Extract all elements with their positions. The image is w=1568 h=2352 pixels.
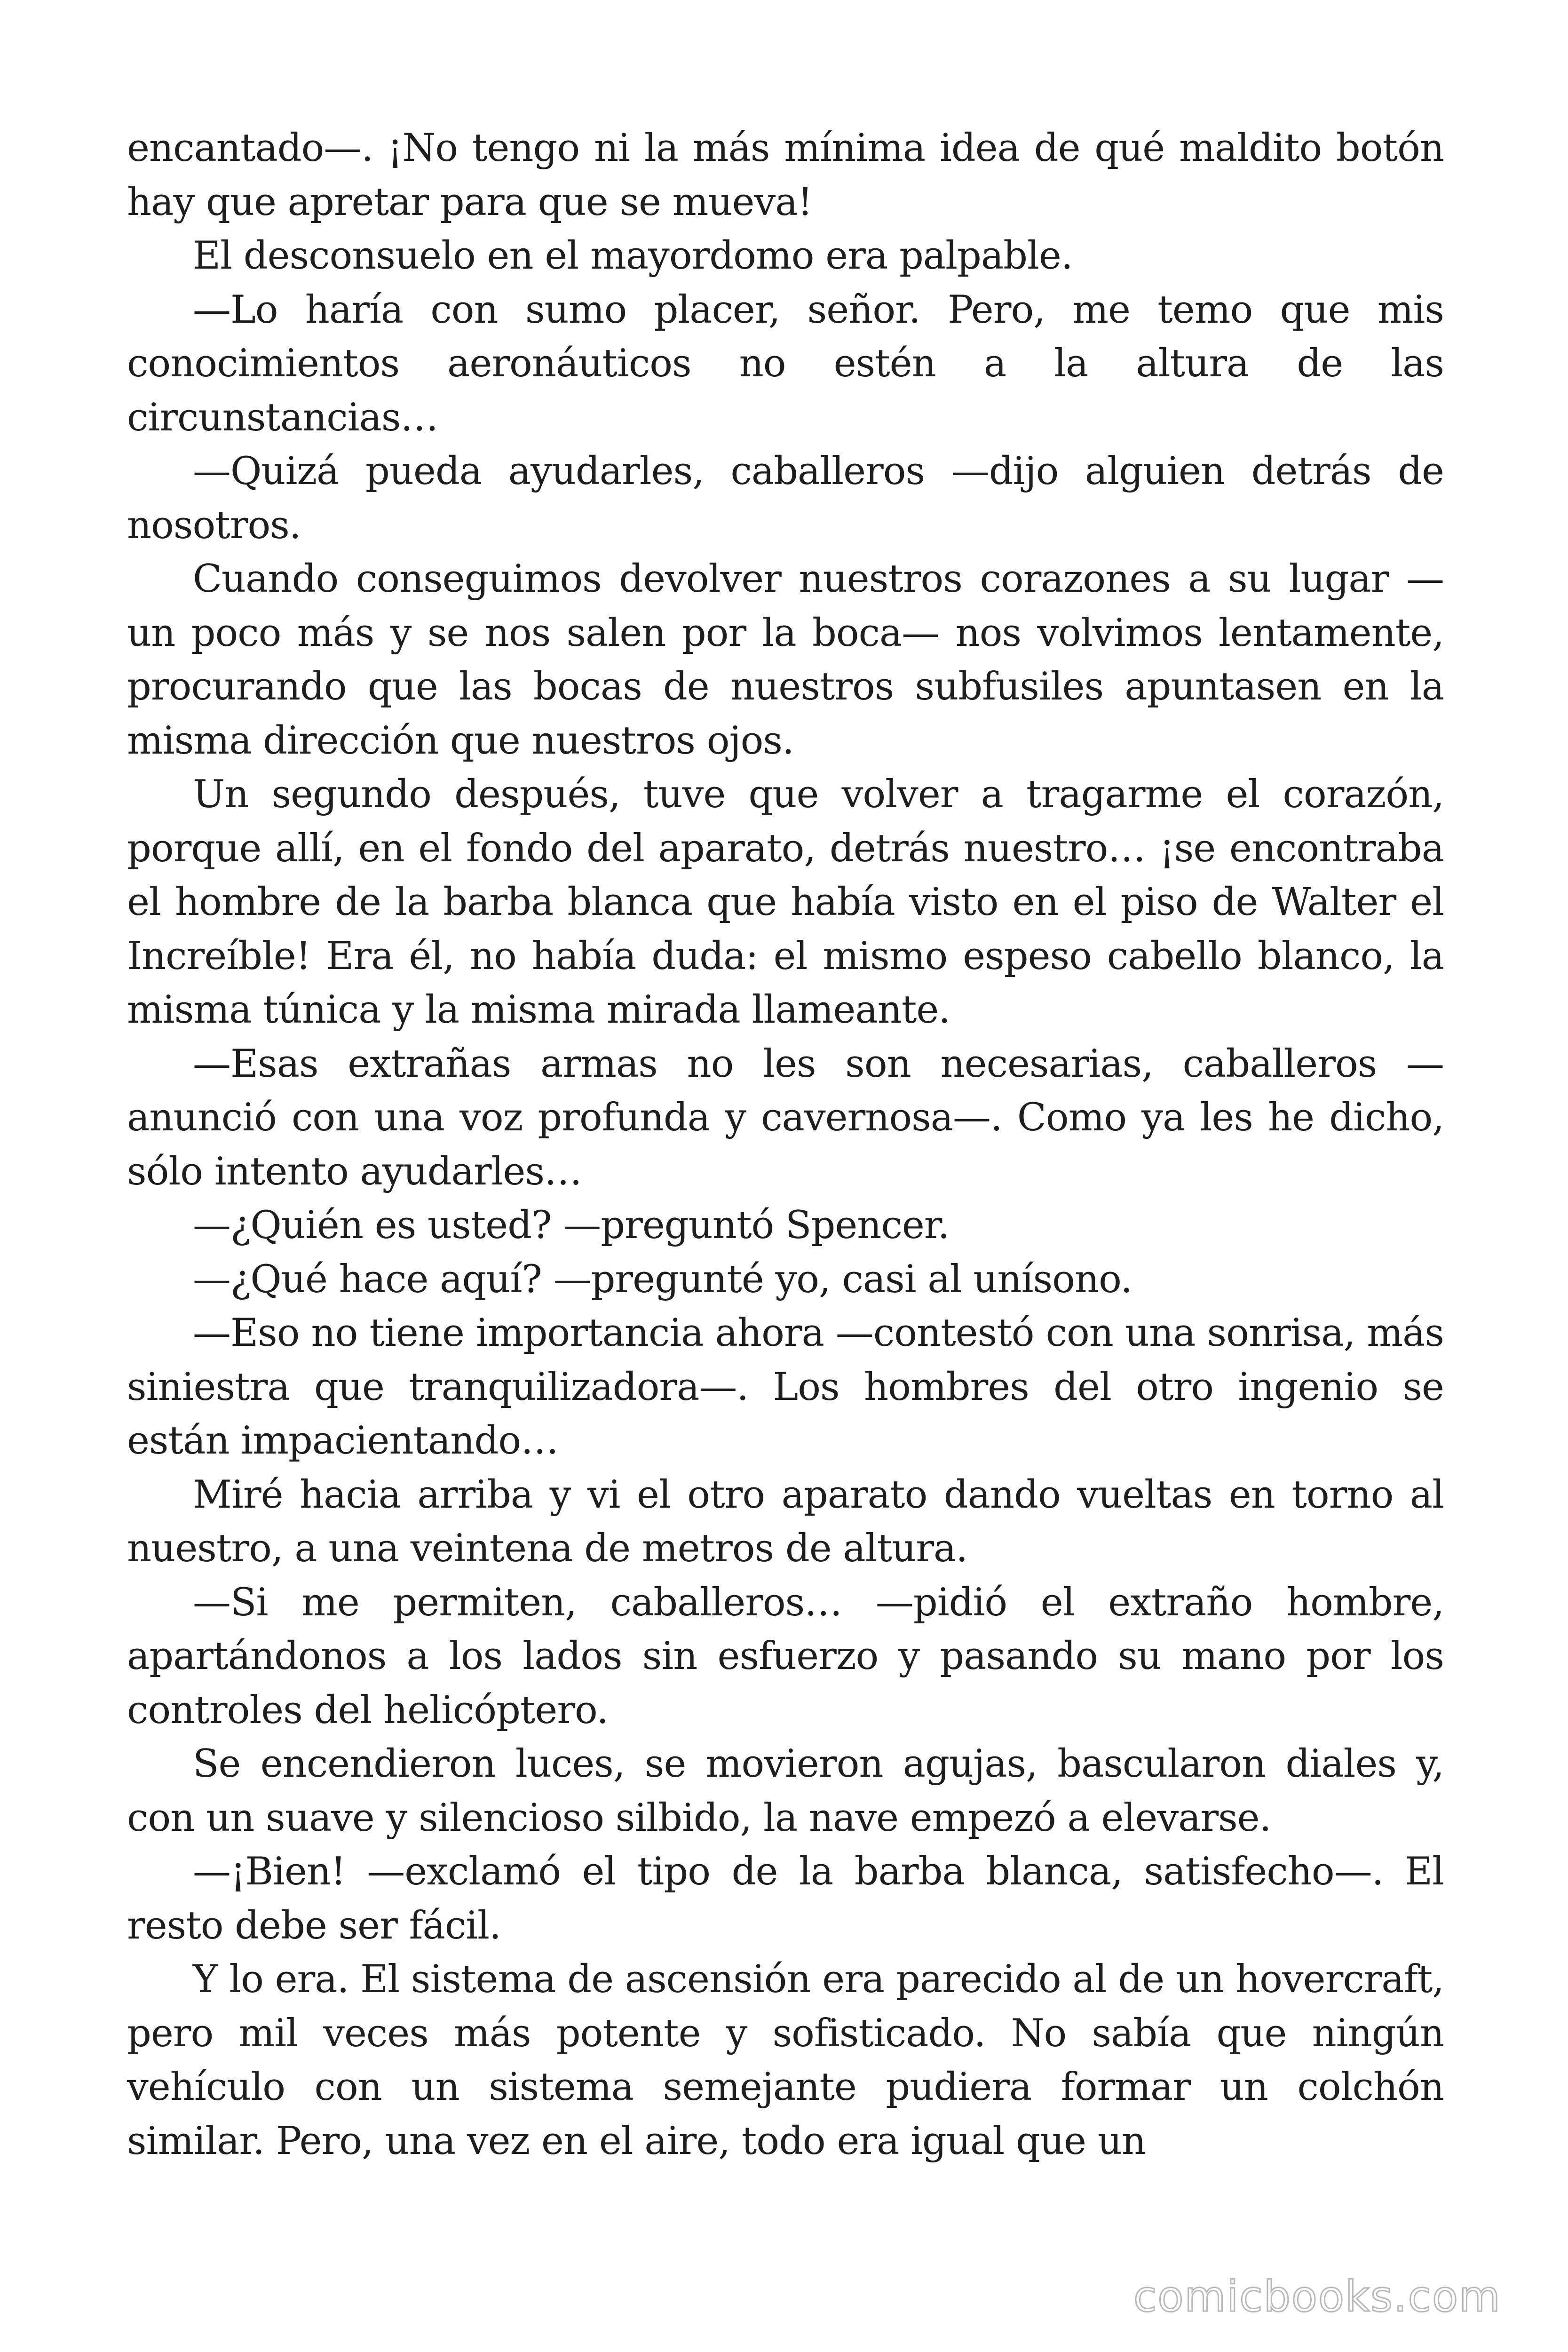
watermark: comicbooks.com [1133,2272,1501,2321]
paragraph: Un segundo después, tuve que volver a tragarme el corazón, porque allí, en el fondo del aparato, detrás nuestro… ¡se encontraba el hombre de la barba blanca que había visto en el piso de Walter el Increíble! Era él, no había duda: el mismo espeso cabello blanco, la misma túnica y la misma mirada llameante. [127,772,1444,1032]
paragraph: —Lo haría con sumo placer, señor. Pero, me temo que mis conocimientos aeronáuticos no estén a la altura de las circunstancias… [127,287,1444,440]
paragraph: —Esas extrañas armas no les son necesarias, caballeros — anunció con una voz profunda y cavernosa—. Como ya les he dicho, sólo intento ayudarles… [127,1041,1444,1194]
paragraph: —Eso no tiene importancia ahora —contestó con una sonrisa, más siniestra que tranquilizadora—. Los hombres del otro ingenio se están impacientando… [127,1311,1444,1463]
paragraph: —¡Bien! —exclamó el tipo de la barba blanca, satisfecho—. El resto debe ser fácil. [127,1850,1444,1948]
paragraph: —¿Qué hace aquí? —pregunté yo, casi al unísono. [193,1257,1132,1302]
paragraph: —Quizá pueda ayudarles, caballeros —dijo alguien detrás de nosotros. [127,449,1444,548]
paragraph: Cuando conseguimos devolver nuestros corazones a su lugar — un poco más y se nos salen por la boca— nos volvimos lentamente, procurando que las bocas de nuestros subfusiles apuntasen en la misma dirección que nuestros ojos. [127,557,1444,763]
paragraph: El desconsuelo en el mayordomo era palpable. [193,234,1073,278]
paragraph: —¿Quién es usted? —preguntó Spencer. [193,1203,950,1248]
paragraph: encantado—. ¡No tengo ni la más mínima idea de qué maldito botón hay que apretar para que se mueva! [127,126,1444,224]
page-text [127,121,1444,2168]
paragraph: Y lo era. El sistema de ascensión era parecido al de un hovercraft, pero mil veces más potente y sofisticado. No sabía que ningún vehículo con un sistema semejante pudiera formar un colchón similar. Pero, una vez en el aire, todo era igual que un [127,1957,1444,2163]
paragraph: Se encendieron luces, se movieron agujas, bascularon diales y, con un suave y silencioso silbido, la nave empezó a elevarse. [127,1742,1444,1840]
paragraph: Miré hacia arriba y vi el otro aparato dando vueltas en torno al nuestro, a una veintena de metros de altura. [127,1472,1444,1571]
paragraph: —Si me permiten, caballeros… —pidió el extraño hombre, apartándonos a los lados sin esfuerzo y pasando su mano por los controles del helicóptero. [127,1580,1444,1732]
